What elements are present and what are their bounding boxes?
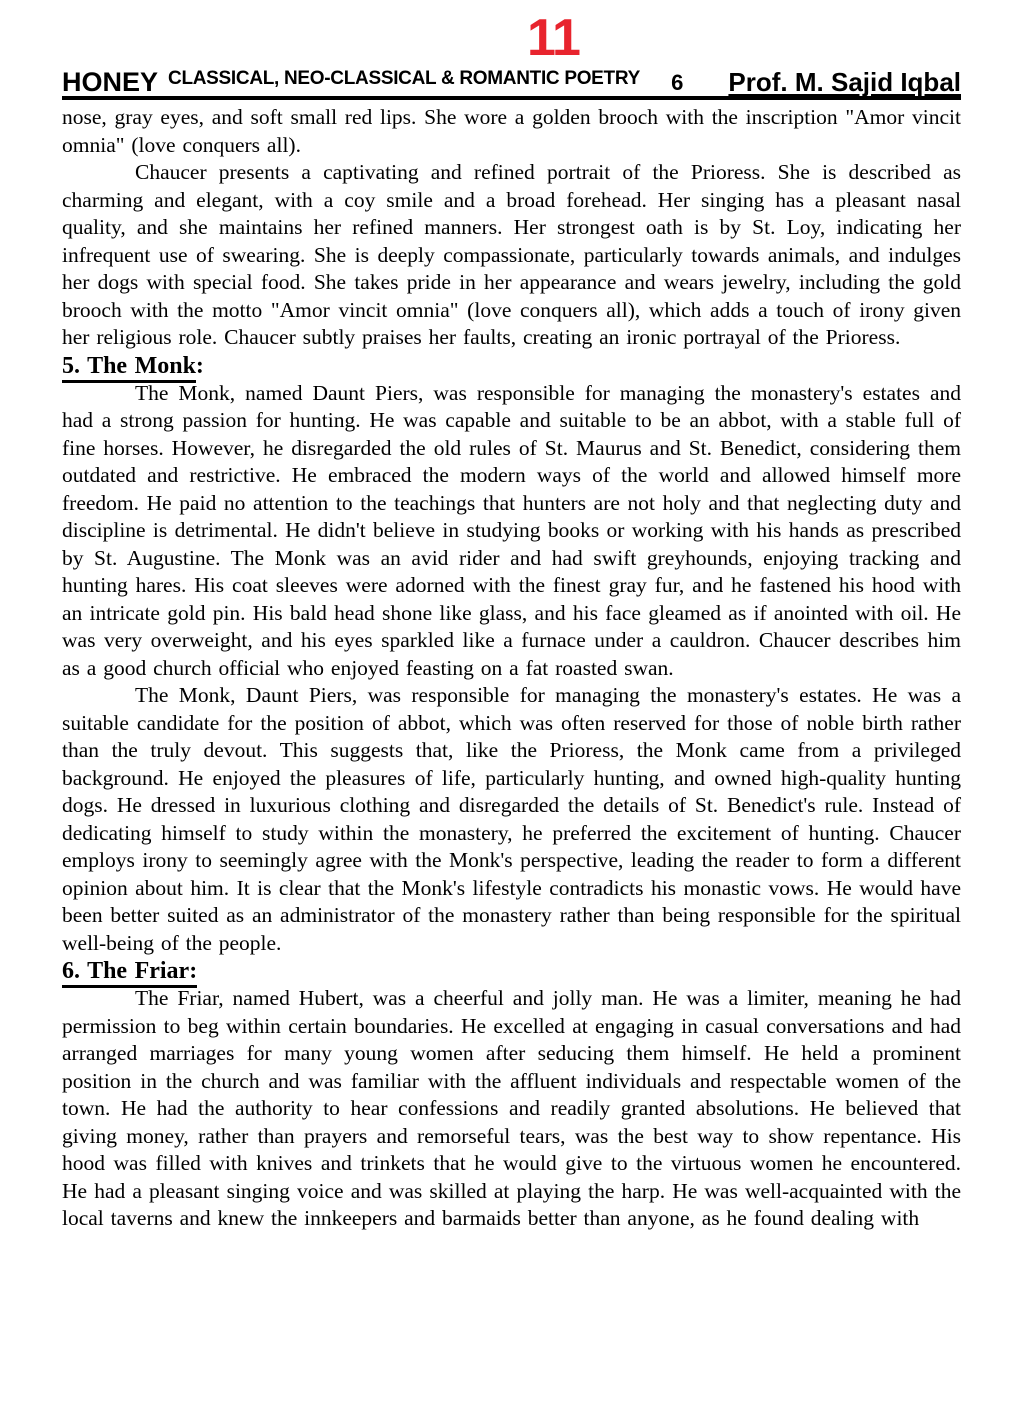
page-header bbox=[62, 68, 961, 100]
header-brand: HONEY bbox=[62, 67, 159, 97]
paragraph-monk-1: The Monk, named Daunt Piers, was responsible for managing the monastery's estates and had a strong passion for hunting. He was capable and suitable to be an abbot, with a stable full of fine horses. However, he disregarded the old rules of St. Maurus and St. Benedict, considering them outdated and restrictive. He embraced the modern ways of the world and allowed himself more freedom. He paid no attention to the teachings that hunters are not holy and that neglecting duty and discipline is detrimental. He didn't believe in studying books or working with his hands as prescribed by St. Augustine. The Monk was an avid rider and had swift greyhounds, enjoying tracking and hunting hares. His coat sleeves were adorned with the finest gray fur, and he fastened his hood with an intricate gold pin. His bald head shone like glass, and his face gleamed as if anointed with oil. He was very overweight, and his eyes sparkled like a furnace under a cauldron. Chaucer describes him as a good church official who enjoyed feasting on a fat roasted swan. bbox=[62, 380, 961, 680]
paragraph-prioress: Chaucer presents a captivating and refined portrait of the Prioress. She is described as charming and elegant, with a coy smile and a broad forehead. Her singing has a pleasant nasal quality, and she maintains her refined manners. Her strongest oath is by St. Loy, indicating her infrequent use of swearing. She is deeply compassionate, particularly towards animals, and indulges her dogs with special food. She takes pride in her appearance and wears jewelry, including the gold brooch with the motto "Amor vincit omnia" (love conquers all), which adds a touch of irony given her religious role. Chaucer subtly praises her faults, creating an ironic portrayal of the Prioress. bbox=[62, 160, 961, 349]
header-author: Prof. M. Sajid Iqbal bbox=[728, 67, 961, 97]
section-heading-monk-colon: : bbox=[195, 352, 204, 379]
paragraph-continuation: nose, gray eyes, and soft small red lips. She wore a golden brooch with the inscription "Amor vincit omnia" (love conquers all). bbox=[62, 105, 961, 157]
header-page-ref: 6 bbox=[671, 70, 684, 95]
document-body bbox=[62, 104, 961, 1233]
section-heading-friar-text: 6. The Friar: bbox=[62, 958, 197, 988]
header-title: CLASSICAL, NEO-CLASSICAL & ROMANTIC POETRY bbox=[168, 68, 640, 89]
paragraph-monk-2: The Monk, Daunt Piers, was responsible for managing the monastery's estates. He was a suitable candidate for the position of abbot, which was often reserved for those of noble birth rather than the truly devout. This suggests that, like the Prioress, the Monk came from a privileged background. He enjoyed the pleasures of life, particularly hunting, and owned high-quality hunting dogs. He dressed in luxurious clothing and disregarded the details of St. Benedict's rule. Instead of dedicating himself to study within the monastery, he preferred the excitement of hunting. Chaucer employs irony to seemingly agree with the Monk's perspective, leading the reader to form a different opinion about him. It is clear that the Monk's lifestyle contradicts his monastic vows. He would have been better suited as an administrator of the monastery rather than being responsible for the spiritual well-being of the people. bbox=[62, 683, 961, 955]
paragraph-friar: The Friar, named Hubert, was a cheerful and jolly man. He was a limiter, meaning he had permission to beg within certain boundaries. He excelled at engaging in casual conversations and had arranged marriages for many young women after seducing them himself. He held a prominent position in the church and was familiar with the affluent individuals and respectable women of the town. He had the authority to hear confessions and readily granted absolutions. He believed that giving money, rather than prayers and remorseful tears, was the best way to show repentance. His hood was filled with knives and trinkets that he would give to the virtuous women he encountered. He had a pleasant singing voice and was skilled at playing the harp. He was well-acquainted with the local taverns and knew the innkeepers and barmaids better than anyone, as he found dealing with bbox=[62, 986, 961, 1230]
section-heading-monk-text: 5. The Monk bbox=[62, 353, 196, 383]
page-number: 11 bbox=[527, 9, 580, 67]
section-heading-friar bbox=[62, 957, 961, 985]
section-heading-monk bbox=[62, 352, 961, 380]
